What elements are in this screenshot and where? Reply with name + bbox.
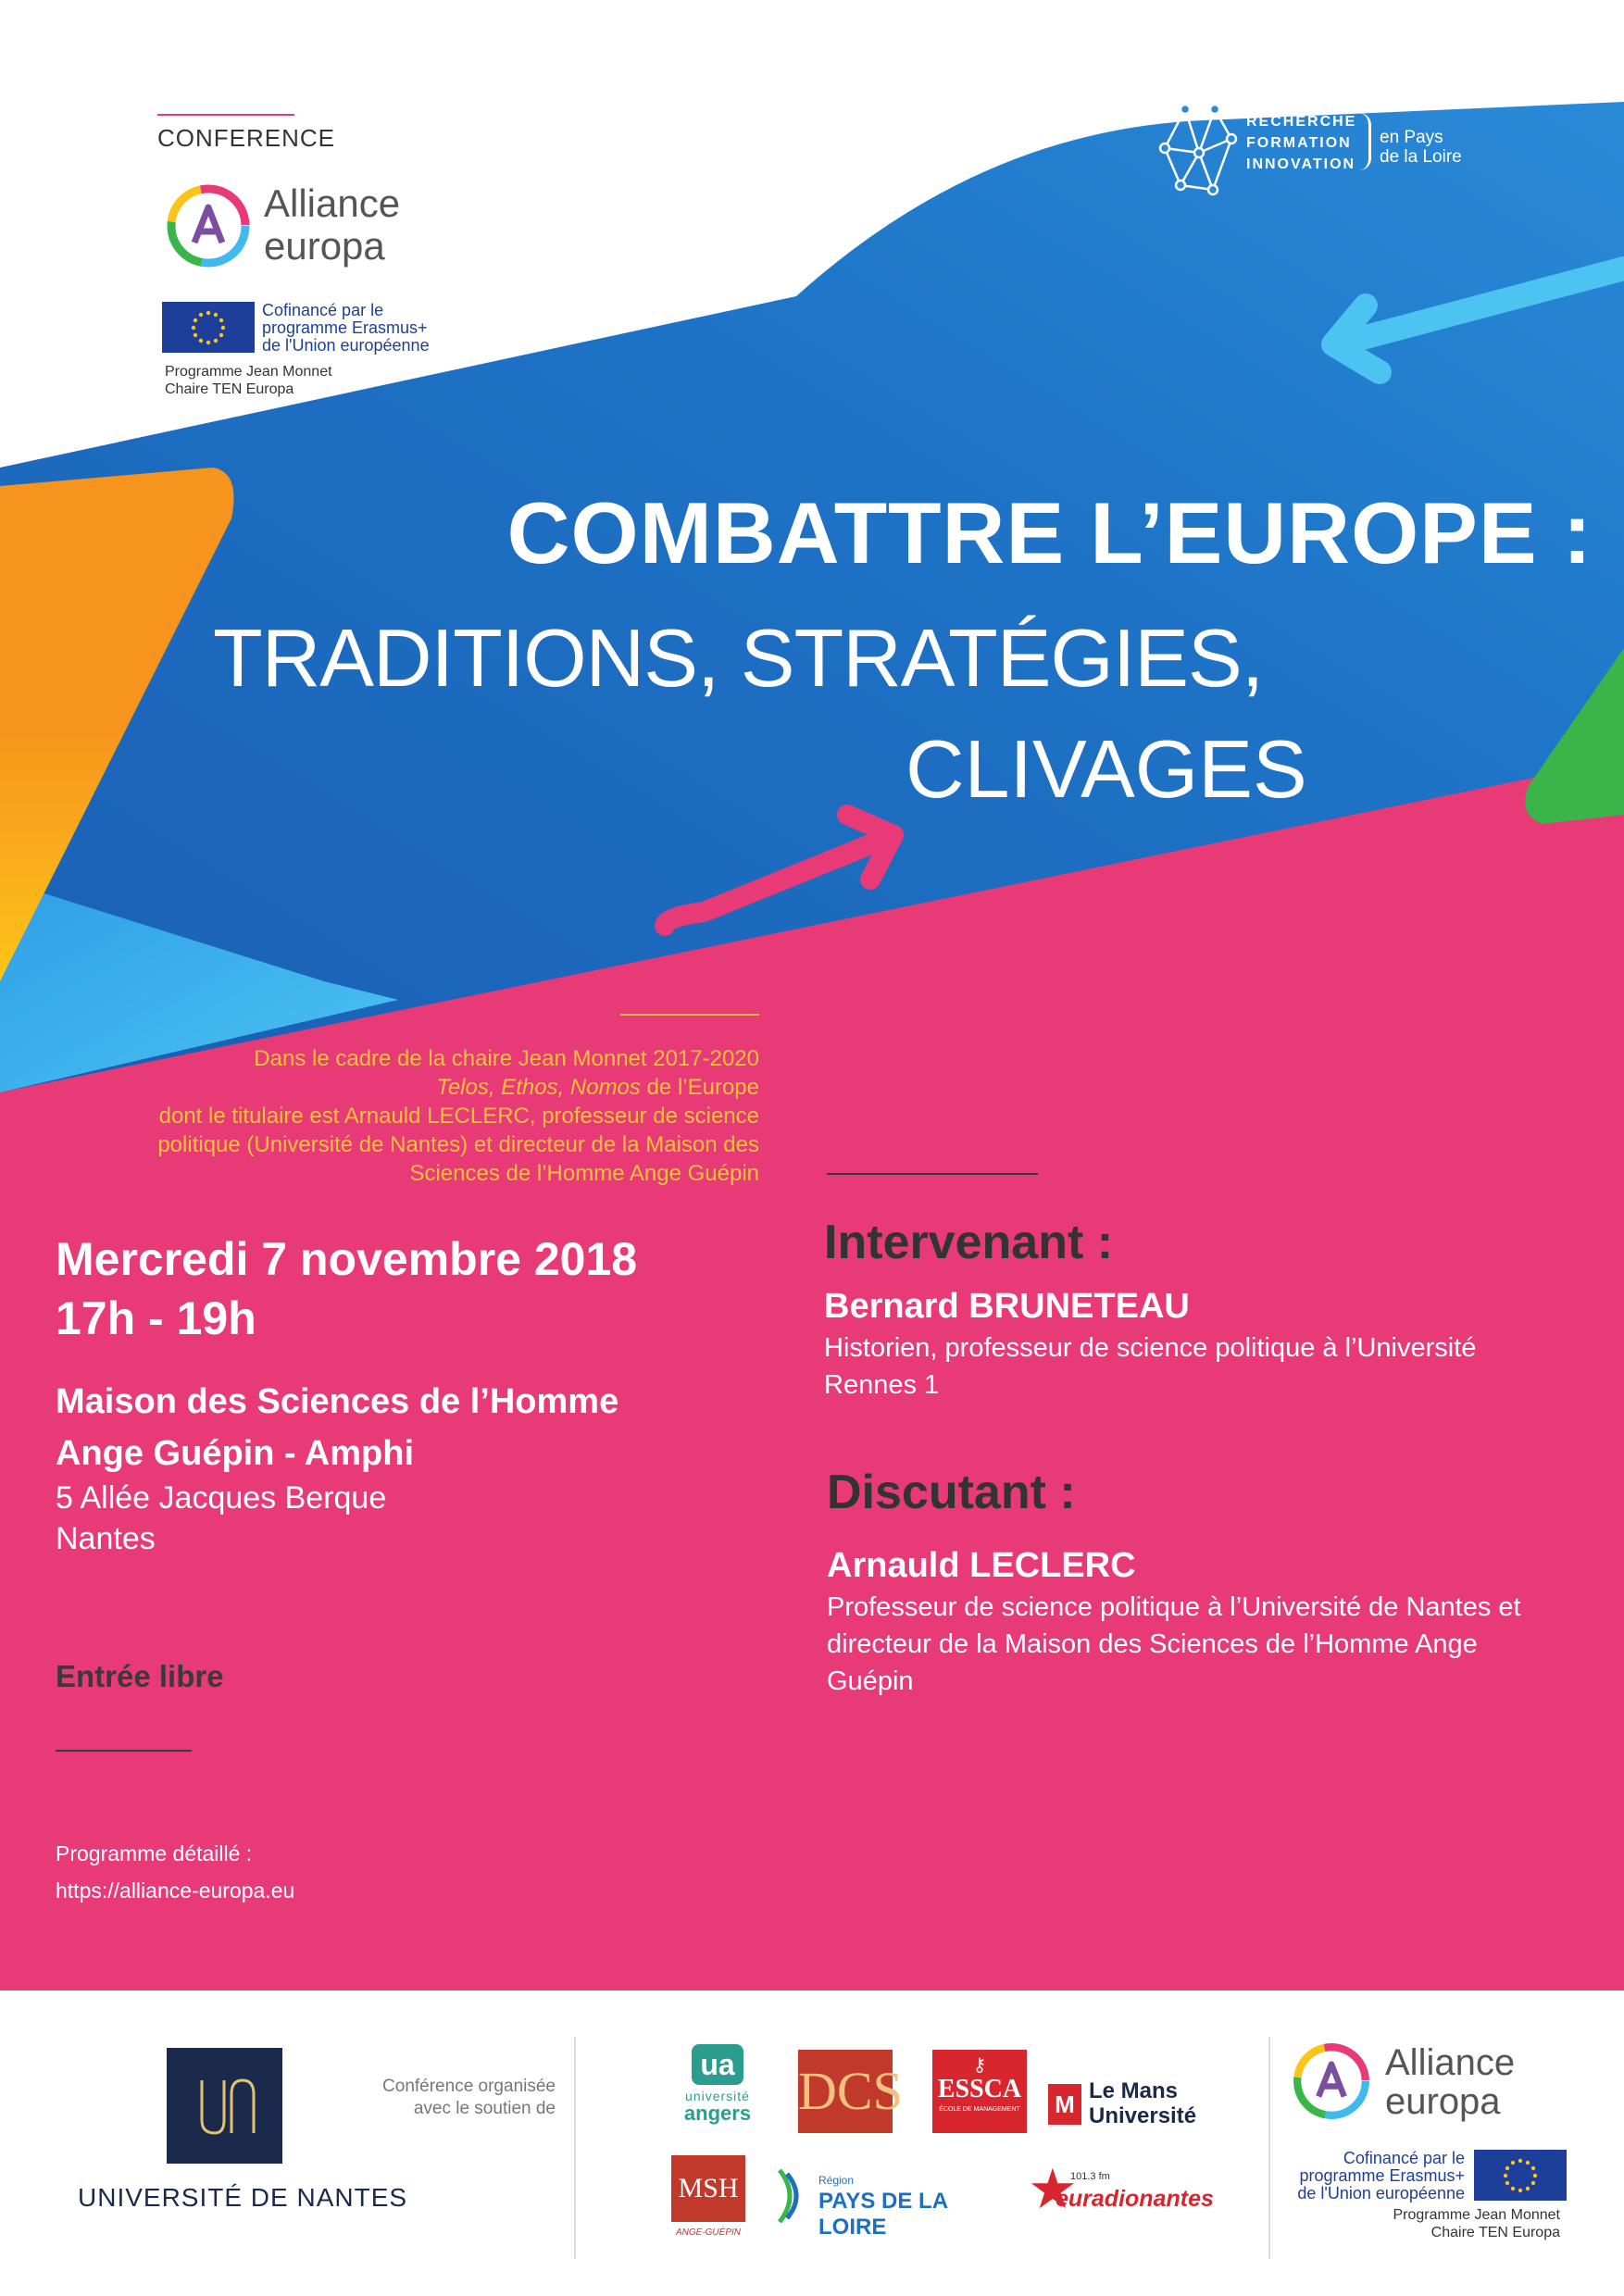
program-label: Programme détaillé : — [56, 1841, 253, 1866]
rfi-region-line1: en Pays — [1380, 128, 1443, 147]
context-line1: Dans le cadre de la chaire Jean Monnet 2017-2020 — [254, 1046, 759, 1071]
msh-text: MSH — [678, 2173, 739, 2203]
footer-divider-left — [574, 2037, 576, 2259]
rfi-region-line2: de la Loire — [1380, 147, 1462, 167]
univ-nantes-logo — [167, 2048, 282, 2164]
title-line2: TRADITIONS, STRATÉGIES, — [213, 612, 1264, 704]
programme-text — [165, 363, 332, 398]
lemans-logo — [1048, 2078, 1233, 2134]
footer-programme-line2: Chaire TEN Europa — [1430, 2225, 1560, 2240]
context-line2 — [65, 1073, 759, 1102]
radio-name: euradionantes — [1056, 2186, 1214, 2212]
entry-rule — [56, 1750, 192, 1752]
eu-funding-line3: de l'Union européenne — [262, 336, 430, 355]
conference-rule — [157, 114, 294, 116]
title-line3: CLIVAGES — [906, 723, 1307, 815]
dcs-text: DCS — [798, 2061, 903, 2121]
region-logo — [776, 2166, 998, 2240]
footer-eu-flag — [1474, 2150, 1567, 2201]
alliance-europa-logo — [162, 176, 440, 278]
essca-text: ESSCA — [937, 2075, 1022, 2103]
msh-sub: ANGE-GUÉPIN — [675, 2227, 741, 2238]
radio-logo — [1028, 2158, 1231, 2236]
footer-alliance-word: Alliance — [1385, 2042, 1516, 2083]
rfi-logo — [1157, 102, 1472, 204]
europa-word: europa — [264, 224, 385, 268]
address-street: 5 Allée Jacques Berque — [56, 1480, 387, 1516]
speakers-rule — [827, 1173, 1038, 1175]
context-line4: politique (Université de Nantes) et directeur de la Maison des — [157, 1132, 759, 1157]
footer-alliance-icon — [1289, 2039, 1374, 2124]
essca-sub: ÉCOLE DE MANAGEMENT — [939, 2106, 1020, 2113]
rfi-line2: FORMATION — [1246, 135, 1352, 151]
event-time: 17h - 19h — [56, 1292, 256, 1344]
lemans-mark: M — [1048, 2084, 1081, 2125]
lemans-line1: Le Mans — [1089, 2078, 1179, 2103]
lemans-line2: Université — [1089, 2103, 1197, 2128]
footer-programme-text — [1361, 2206, 1560, 2241]
region-name: PAYS DE LA LOIRE — [818, 2189, 948, 2240]
title-line1: COMBATTRE L’EUROPE : — [506, 484, 1593, 581]
eu-funding-text — [262, 302, 430, 355]
eu-funding-line1: Cofinancé par le — [262, 301, 384, 319]
region-small: Région — [818, 2174, 855, 2187]
event-date-block — [56, 1229, 637, 1348]
footer-eu-line1: Cofinancé par le — [1343, 2149, 1465, 2167]
address-city: Nantes — [56, 1521, 156, 1556]
speaker-heading: Intervenant : — [824, 1216, 1114, 1269]
event-date: Mercredi 7 novembre 2018 — [56, 1233, 638, 1285]
programme-line2: Chaire TEN Europa — [165, 381, 294, 397]
discussant-description: Professeur de science politique à l’Université de Nantes et directeur de la Maison des Sciences de l’Homme Ange Guépin — [827, 1592, 1521, 1696]
context-line2-rest: de l’Europe — [640, 1075, 759, 1100]
program-url[interactable]: https://alliance-europa.eu — [56, 1878, 295, 1903]
rfi-region — [1380, 128, 1462, 167]
context-line5: Sciences de l’Homme Ange Guépin — [409, 1161, 759, 1186]
support-line2: avec le soutien de — [413, 2099, 556, 2118]
angers-line2: angers — [683, 2102, 752, 2125]
angers-ua-mark: ua — [692, 2044, 743, 2085]
un-monogram-icon — [167, 2048, 282, 2164]
discussant-heading: Discutant : — [827, 1466, 1076, 1519]
speaker-description: Historien, professeur de science politique à l’Université Rennes 1 — [824, 1333, 1477, 1400]
msh-mark — [671, 2155, 745, 2222]
eu-funding-line2: programme Erasmus+ — [262, 318, 428, 337]
essca-logo — [932, 2050, 1027, 2133]
alliance-word: Alliance — [264, 181, 401, 225]
rfi-bracket — [1359, 113, 1371, 170]
footer-eu-stars-icon — [1474, 2150, 1567, 2201]
rfi-line3: INNOVATION — [1246, 156, 1356, 172]
rfi-line1: RECHERCHE — [1246, 114, 1357, 130]
program-block — [56, 1835, 294, 1909]
univ-nantes-name: UNIVERSITÉ DE NANTES — [78, 2183, 408, 2212]
msh-logo — [671, 2155, 745, 2248]
programme-line1: Programme Jean Monnet — [165, 364, 332, 380]
radio-freq: 101.3 fm — [1070, 2171, 1110, 2182]
footer-divider-right — [1268, 2037, 1270, 2259]
angers-line1: université — [685, 2089, 750, 2103]
eu-flag — [162, 302, 255, 353]
region-arc-icon — [776, 2166, 804, 2226]
conference-label: CONFERENCE — [157, 124, 336, 152]
footer-programme-line1: Programme Jean Monnet — [1393, 2207, 1560, 2223]
alliance-logo-icon — [162, 180, 255, 272]
footer-europa-word: europa — [1385, 2081, 1501, 2122]
footer-alliance-logo — [1289, 2039, 1567, 2140]
speaker-name: Bernard BRUNETEAU — [824, 1287, 1190, 1326]
angers-logo — [667, 2044, 768, 2137]
entry-label: Entrée libre — [56, 1659, 224, 1693]
context-italic-title: Telos, Ethos, Nomos — [436, 1075, 641, 1100]
eu-stars-icon — [162, 302, 255, 353]
context-paragraph — [65, 1044, 759, 1188]
dcs-logo — [798, 2050, 903, 2133]
support-line1: Conférence organisée — [382, 2077, 556, 2096]
radio-star-icon: ★ — [1028, 2158, 1078, 2220]
footer-eu-text — [1259, 2150, 1465, 2202]
discussant-name: Arnauld LECLERC — [827, 1546, 1136, 1585]
venue-line2: Ange Guépin - Amphi — [56, 1434, 415, 1473]
venue-line1: Maison des Sciences de l’Homme — [56, 1382, 619, 1421]
context-rule — [620, 1014, 759, 1016]
footer-eu-line3: de l'Union européenne — [1297, 2184, 1465, 2202]
rfi-text — [1246, 111, 1356, 175]
context-line3: dont le titulaire est Arnauld LECLERC, professeur de science — [158, 1104, 759, 1129]
address-block — [56, 1478, 386, 1559]
essca-key-icon: ⚷ — [972, 2055, 987, 2076]
footer-eu-line2: programme Erasmus+ — [1299, 2166, 1465, 2185]
support-text — [306, 2076, 556, 2120]
venue-block — [56, 1376, 618, 1479]
network-icon — [1157, 102, 1241, 199]
